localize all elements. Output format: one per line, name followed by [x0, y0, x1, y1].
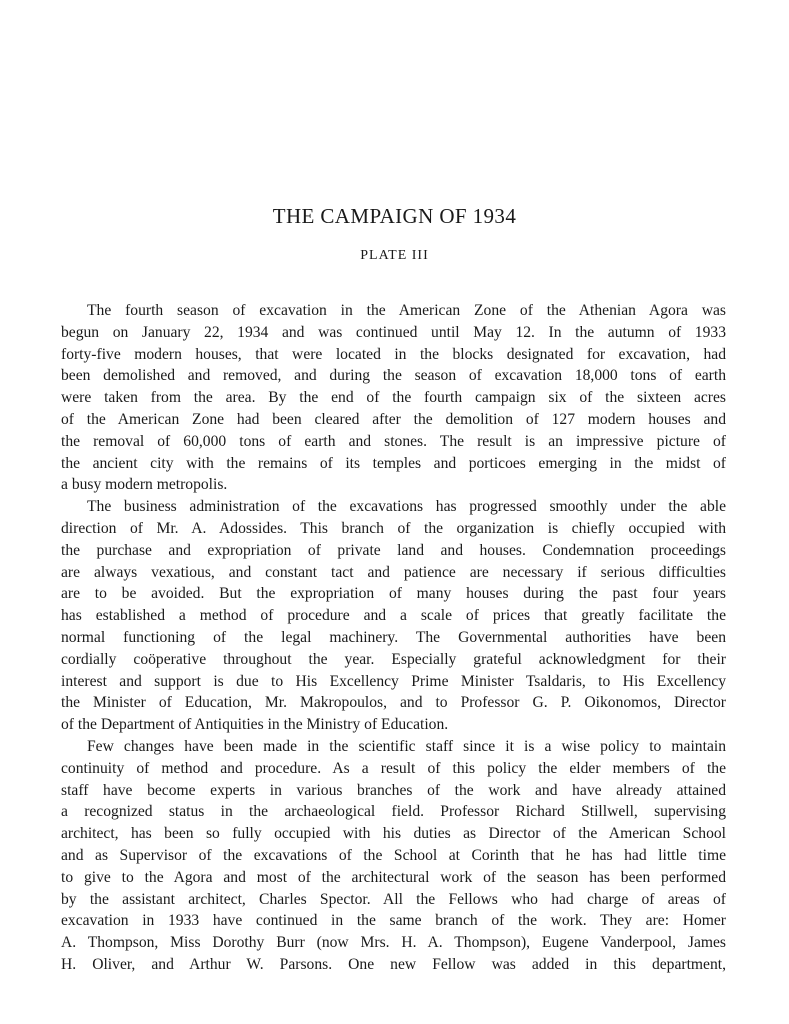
- text-line: excavation in 1933 have continued in the same branch of the work. They are: Homer: [61, 912, 726, 930]
- text-line: staff have become experts in various branches of the work and have already attained: [61, 781, 726, 799]
- text-line: begun on January 22, 1934 and was continued until May 12. In the autumn of 1933: [61, 323, 726, 341]
- text-line: the Minister of Education, Mr. Makropoulos, and to Professor G. P. Oikonomos, Director: [61, 694, 726, 712]
- text-line: are always vexatious, and constant tact and patience are necessary if serious difficulties: [61, 563, 726, 581]
- text-line: a busy modern metropolis.: [61, 476, 228, 494]
- text-line: been demolished and removed, and during the season of excavation 18,000 tons of earth: [61, 367, 726, 385]
- text-line: by the assistant architect, Charles Spector. All the Fellows who had charge of areas of: [61, 890, 726, 908]
- plate-reference: PLATE III: [360, 248, 429, 263]
- text-line: forty-five modern houses, that were located in the blocks designated for excavation, had: [61, 345, 726, 363]
- text-line: and as Supervisor of the excavations of the School at Corinth that he has had little time: [61, 846, 726, 864]
- text-line: cordially coöperative throughout the year. Especially grateful acknowledgment for their: [61, 650, 726, 668]
- text-line: interest and support is due to His Excellency Prime Minister Tsaldaris, to His Excellency: [61, 672, 726, 690]
- text-line: are to be avoided. But the expropriation of many houses during the past four years: [61, 585, 726, 603]
- body-text: [61, 300, 726, 976]
- text-line: direction of Mr. A. Adossides. This branch of the organization is chiefly occupied with: [61, 519, 726, 537]
- text-line: H. Oliver, and Arthur W. Parsons. One new Fellow was added in this department,: [61, 955, 726, 973]
- text-line: A. Thompson, Miss Dorothy Burr (now Mrs. H. A. Thompson), Eugene Vanderpool, James: [61, 934, 726, 952]
- text-line: Few changes have been made in the scientific staff since it is a wise policy to maintain: [87, 737, 726, 755]
- text-line: of the Department of Antiquities in the Ministry of Education.: [61, 716, 449, 734]
- text-line: a recognized status in the archaeological field. Professor Richard Stillwell, supervising: [61, 803, 726, 821]
- text-line: of the American Zone had been cleared after the demolition of 127 modern houses and: [61, 410, 726, 428]
- text-line: the purchase and expropriation of private land and houses. Condemnation proceedings: [61, 541, 726, 559]
- text-line: The business administration of the excavations has progressed smoothly under the able: [87, 498, 726, 516]
- text-line: the ancient city with the remains of its temples and porticoes emerging in the midst of: [61, 454, 726, 472]
- text-line: The fourth season of excavation in the American Zone of the Athenian Agora was: [87, 302, 726, 319]
- text-line: were taken from the area. By the end of the fourth campaign six of the sixteen acres: [61, 389, 726, 407]
- text-line: continuity of method and procedure. As a result of this policy the elder members of the: [61, 759, 726, 777]
- page-title: THE CAMPAIGN OF 1934: [272, 204, 517, 228]
- text-line: architect, has been so fully occupied with his duties as Director of the American School: [61, 825, 726, 843]
- text-line: to give to the Agora and most of the architectural work of the season has been performed: [61, 868, 726, 886]
- text-line: has established a method of procedure and a scale of prices that greatly facilitate the: [61, 607, 726, 625]
- text-line: normal functioning of the legal machinery. The Governmental authorities have been: [61, 628, 726, 646]
- text-line: the removal of 60,000 tons of earth and stones. The result is an impressive picture of: [61, 432, 726, 450]
